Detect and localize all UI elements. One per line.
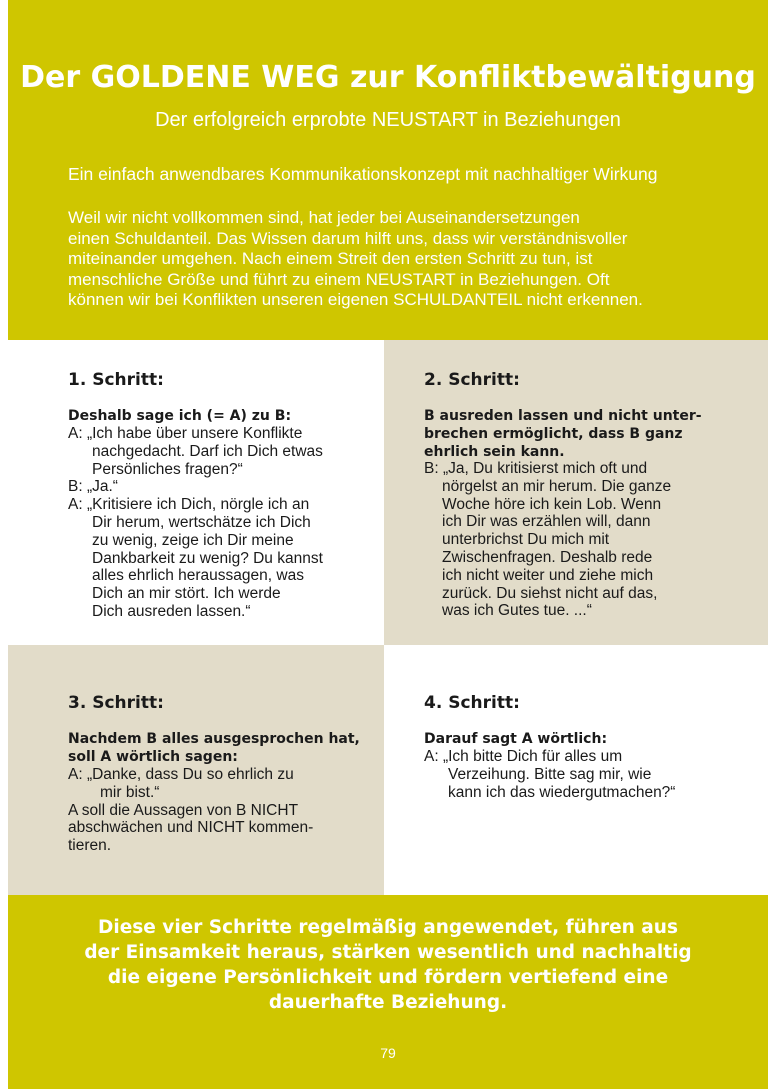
- step-3-dialogue: [68, 766, 313, 855]
- intro-line: können wir bei Konflikten unseren eigenen SCHULDANTEIL nicht erkennen.: [68, 290, 643, 309]
- tagline: Ein einfach anwendbares Kommunikationskonzept mit nachhaltiger Wirkung: [68, 164, 658, 184]
- dialogue-line: Dir herum, wertschätze ich Dich: [92, 513, 311, 531]
- dialogue-line: Persönliches fragen?“: [92, 460, 243, 478]
- dialogue-line: Verzeihung. Bitte sag mir, wie: [448, 765, 652, 783]
- step-3-lead-line: Nachdem B alles ausgesprochen hat,: [68, 731, 360, 747]
- dialogue-line: was ich Gutes tue. ...“: [442, 602, 592, 620]
- dialogue-line: B: „Ja.“: [68, 478, 118, 496]
- step-1-lead: [68, 407, 291, 425]
- step-1-dialogue: [68, 425, 323, 621]
- conclusion-line: der Einsamkeit heraus, stärken wesentlich und nachhaltig: [84, 942, 692, 963]
- dialogue-line: tieren.: [68, 837, 112, 855]
- page-title: Der GOLDENE WEG zur Konfliktbewältigung: [20, 60, 756, 95]
- step-3-lead: [68, 730, 360, 766]
- dialogue-line: alles ehrlich heraussagen, was: [92, 567, 304, 585]
- step-3-panel: [8, 645, 384, 895]
- conclusion-line: die eigene Persönlichkeit und fördern vertiefend eine: [107, 967, 669, 988]
- intro-line: menschliche Größe und führt zu einem NEUSTART in Beziehungen. Oft: [68, 269, 610, 289]
- intro-line: miteinander umgehen. Nach einem Streit den ersten Schritt zu tun, ist: [68, 249, 593, 268]
- step-2-panel: [384, 340, 768, 645]
- dialogue-line: kann ich das wiedergutmachen?“: [448, 783, 676, 801]
- step-1-panel: [8, 340, 384, 645]
- dialogue-line: ich nicht weiter und ziehe mich: [442, 566, 654, 584]
- step-2-lead-line: B ausreden lassen und nicht unter-: [424, 408, 702, 424]
- step-4-lead: [424, 730, 607, 748]
- dialogue-line: unterbrichst Du mich mit: [442, 531, 610, 549]
- dialogue-line: B: „Ja, Du kritisierst mich oft und: [424, 460, 648, 477]
- conclusion-text: [8, 915, 768, 1015]
- dialogue-line: A: „Kritisiere ich Dich, nörgle ich an: [68, 496, 310, 514]
- dialogue-line: mir bist.“: [100, 783, 160, 801]
- step-2-lead: [424, 407, 702, 461]
- step-4-dialogue: [424, 748, 675, 801]
- dialogue-line: abschwächen und NICHT kommen-: [68, 819, 314, 837]
- step-2-lead-line: ehrlich sein kann.: [424, 444, 565, 460]
- conclusion-line: Diese vier Schritte regelmäßig angewendet, führen aus: [98, 917, 678, 938]
- dialogue-line: A: „Ich habe über unsere Konflikte: [68, 425, 303, 442]
- footer-banner: [8, 895, 768, 1089]
- dialogue-line: A: „Danke, dass Du so ehrlich zu: [68, 766, 294, 783]
- dialogue-line: A: „Ich bitte Dich für alles um: [424, 748, 623, 765]
- intro-line: Weil wir nicht vollkommen sind, hat jeder bei Auseinandersetzungen: [68, 208, 580, 227]
- intro-paragraph: [68, 208, 758, 311]
- intro-line: einen Schuldanteil. Das Wissen darum hilft uns, dass wir verständnisvoller: [68, 228, 628, 248]
- dialogue-line: zu wenig, zeige ich Dir meine: [92, 531, 294, 549]
- dialogue-line: zurück. Du siehst nicht auf das,: [442, 584, 658, 602]
- dialogue-line: ich Dir was erzählen will, dann: [442, 513, 651, 531]
- dialogue-line: Dankbarkeit zu wenig? Du kannst: [92, 549, 323, 567]
- step-2-dialogue: [424, 460, 671, 620]
- conclusion-line: dauerhafte Beziehung.: [268, 992, 508, 1013]
- step-2-lead-line: brechen ermöglicht, dass B ganz: [424, 426, 683, 442]
- dialogue-line: Woche höre ich kein Lob. Wenn: [442, 495, 662, 513]
- step-3-title: 3. Schritt:: [68, 693, 164, 713]
- step-4-lead-line: Darauf sagt A wörtlich:: [424, 731, 608, 747]
- page-subtitle: Der erfolgreich erprobte NEUSTART in Beziehungen: [155, 109, 621, 131]
- dialogue-line: nachgedacht. Darf ich Dich etwas: [92, 442, 323, 460]
- header-banner: [8, 0, 768, 340]
- dialogue-line: nörgelst an mir herum. Die ganze: [442, 477, 672, 495]
- step-4-title: 4. Schritt:: [424, 693, 520, 713]
- dialogue-line: Dich ausreden lassen.“: [92, 602, 251, 620]
- dialogue-line: Dich an mir stört. Ich werde: [92, 585, 281, 603]
- step-1-lead-line: Deshalb sage ich (= A) zu B:: [68, 408, 292, 424]
- step-1-title: 1. Schritt:: [68, 370, 164, 390]
- dialogue-line: A soll die Aussagen von B NICHT: [68, 801, 299, 819]
- step-3-lead-line: soll A wörtlich sagen:: [68, 749, 238, 765]
- page-number: 79: [380, 1045, 396, 1061]
- step-2-title: 2. Schritt:: [424, 370, 520, 390]
- step-4-panel: [384, 645, 768, 895]
- dialogue-line: Zwischenfragen. Deshalb rede: [442, 548, 653, 566]
